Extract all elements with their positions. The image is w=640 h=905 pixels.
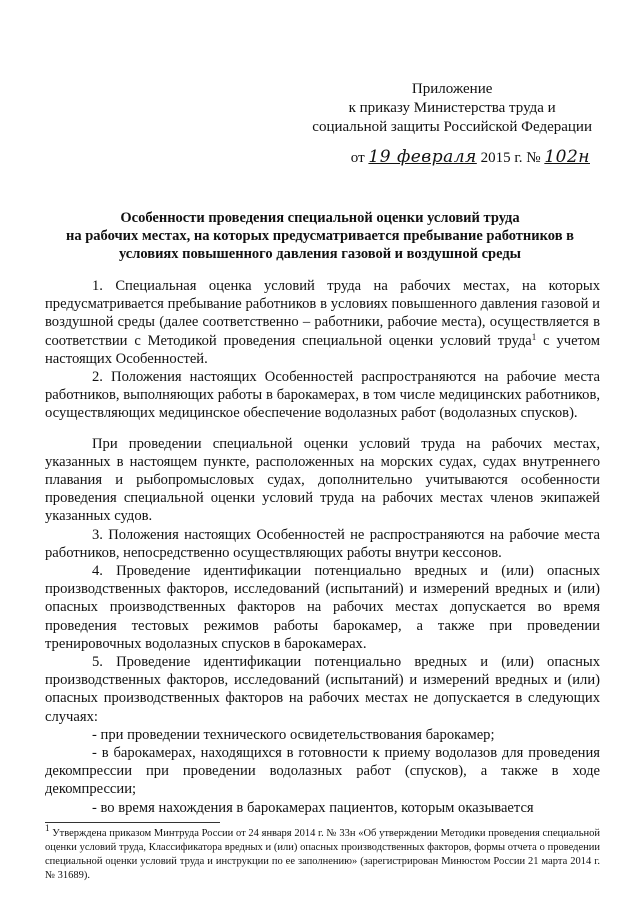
- paragraph-5: 5. Проведение идентификации потенциально вредных и (или) опасных производственных факторов, исследований (испытаний) и измерений вредных и (или) опасных производственных факторов на рабочих местах не допускается в следующих случаях:: [45, 654, 600, 725]
- order-reference: к приказу Министерства труда и: [348, 100, 556, 116]
- order-date-number: [351, 147, 590, 167]
- paragraph-3: 3. Положения настоящих Особенностей не распространяются на рабочие места работников, непосредственно осуществляющих работы внутри кессонов.: [45, 526, 600, 561]
- paragraph-2: 2. Положения настоящих Особенностей распространяются на рабочие места работников, выполняющих работы в барокамерах, в том числе медицинских работников, осуществляющих медицинское обеспечение водолазных работ (водолазных спусков).: [45, 369, 600, 422]
- title-line: Особенности проведения специальной оценки условий труда: [120, 210, 520, 226]
- footnote-divider: [45, 822, 220, 823]
- document-body: [45, 277, 600, 817]
- footnote-text: Утверждена приказом Минтруда России от 24 января 2014 г. № 33н «Об утверждении Методики проведения специальной оценки условий труда, Классификатора вредных и (или) опасных производственных факторов, формы отчета о проведении специальной оценки условий труда и инструкции по ее заполнению» (зарегистрирован Минюстом России 21 марта 2014 г. № 31689).: [45, 828, 600, 881]
- title-line: условиях повышенного давления газовой и воздушной среды: [118, 246, 522, 262]
- footnote-mark: 1: [45, 823, 50, 833]
- list-item: - при проведении технического освидетельствования барокамер;: [92, 726, 495, 743]
- footnote: [45, 823, 600, 883]
- paragraph-text: с учетом настоящих Особенностей.: [45, 332, 600, 367]
- appendix-label: Приложение: [411, 81, 493, 97]
- paragraph-1: [45, 277, 600, 368]
- title-line: на рабочих местах, на которых предусматривается пребывание работников в: [66, 228, 574, 244]
- paragraph-text: 1. Специальная оценка условий труда на рабочих местах, на которых предусматривается пребывание работников в условиях повышенного давления газовой и воздушной среды (далее соответственно – работники, рабочие места), осуществляется в соответствии с Методикой проведения специальной оценки условий труда: [45, 278, 600, 349]
- ministry-name: социальной защиты Российской Федерации: [312, 119, 592, 135]
- handwritten-date: 19 февраля: [368, 147, 477, 167]
- appendix-header: [312, 80, 592, 137]
- list-item: - во время нахождения в барокамерах пациентов, которым оказывается: [92, 799, 534, 816]
- order-prefix: от: [350, 150, 365, 166]
- document-title: [40, 209, 600, 263]
- order-year: 2015 г. №: [480, 150, 541, 166]
- paragraph-2b: При проведении специальной оценки условий труда на рабочих местах, указанных в настоящем пункте, расположенных на морских судах, судах внутреннего плавания и рыбопромысловых судах, дополнительно учитываются особенности проведения специальной оценки условий труда на рабочих местах членов экипажей указанных судов.: [45, 435, 600, 525]
- footnote-reference: 1: [531, 331, 537, 342]
- handwritten-number: 102н: [544, 147, 590, 167]
- paragraph-4: 4. Проведение идентификации потенциально вредных и (или) опасных производственных факторов, исследований (испытаний) и измерений вредных и (или) опасных производственных факторов на рабочих местах допускается во время проведения тестовых режимов работы барокамер, а также при проведении тренировочных водолазных спусков в барокамерах.: [45, 563, 600, 652]
- list-item: - в барокамерах, находящихся в готовности к приему водолазов для проведения декомпрессии при проведении водолазных работ (спусков), а также в ходе декомпрессии;: [45, 745, 600, 798]
